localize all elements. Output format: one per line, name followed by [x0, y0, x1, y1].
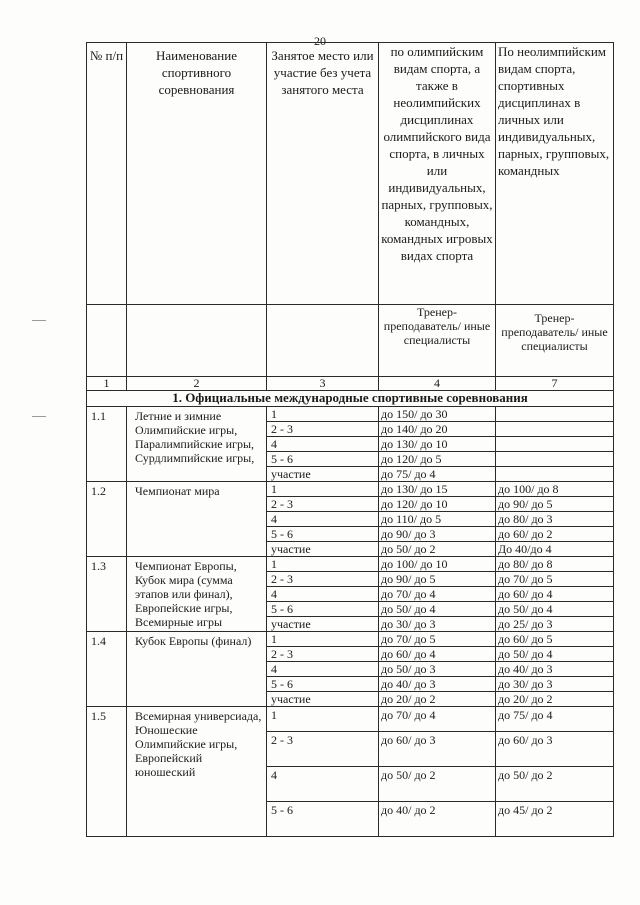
- nonolympic-value: до 60/ до 4: [496, 587, 614, 602]
- nonolympic-value: [496, 467, 614, 482]
- nonolympic-value: до 50/ до 2: [496, 767, 614, 802]
- competition-name: Всемирная универсиада, Юношеские Олимпийские игры, Европейский юношеский: [127, 707, 267, 837]
- competition-name: Чемпионат Европы, Кубок мира (сумма этапов или финал), Европейские игры, Всемирные игры: [127, 557, 267, 632]
- item-number: 1.3: [87, 557, 127, 632]
- olympic-value: до 110/ до 5: [379, 512, 496, 527]
- column-numbers-row: [87, 377, 614, 391]
- nonolympic-value: до 80/ до 3: [496, 512, 614, 527]
- item-number: 1.5: [87, 707, 127, 837]
- place-cell: 1: [267, 482, 379, 497]
- place-cell: 1: [267, 407, 379, 422]
- nonolympic-value: до 90/ до 5: [496, 497, 614, 512]
- olympic-value: до 150/ до 30: [379, 407, 496, 422]
- place-cell: 2 - 3: [267, 572, 379, 587]
- nonolympic-value: до 70/ до 5: [496, 572, 614, 587]
- table-row: [87, 632, 614, 647]
- subheader-empty: [267, 305, 379, 377]
- nonolympic-value: до 25/ до 3: [496, 617, 614, 632]
- place-cell: 1: [267, 632, 379, 647]
- olympic-value: до 70/ до 5: [379, 632, 496, 647]
- place-cell: 2 - 3: [267, 497, 379, 512]
- place-cell: 5 - 6: [267, 452, 379, 467]
- place-cell: участие: [267, 542, 379, 557]
- competition-name: Летние и зимние Олимпийские игры, Паралимпийские игры, Сурдлимпийские игры,: [127, 407, 267, 482]
- page-number: 20: [314, 34, 326, 48]
- item-number: 1.1: [87, 407, 127, 482]
- subheader-empty: [87, 305, 127, 377]
- nonolympic-value: [496, 452, 614, 467]
- section-row: [87, 391, 614, 407]
- place-cell: 4: [267, 662, 379, 677]
- olympic-value: до 60/ до 4: [379, 647, 496, 662]
- olympic-value: до 50/ до 3: [379, 662, 496, 677]
- column-number: 3: [267, 377, 379, 391]
- olympic-value: до 50/ до 4: [379, 602, 496, 617]
- nonolympic-value: До 40/до 4: [496, 542, 614, 557]
- nonolympic-value: до 60/ до 5: [496, 632, 614, 647]
- table-row: [87, 482, 614, 497]
- olympic-value: до 140/ до 20: [379, 422, 496, 437]
- nonolympic-value: [496, 437, 614, 452]
- place-cell: 1: [267, 707, 379, 732]
- place-cell: 5 - 6: [267, 527, 379, 542]
- nonolympic-value: до 50/ до 4: [496, 602, 614, 617]
- olympic-value: до 90/ до 3: [379, 527, 496, 542]
- olympic-value: до 70/ до 4: [379, 707, 496, 732]
- nonolympic-value: до 60/ до 2: [496, 527, 614, 542]
- olympic-value: до 130/ до 10: [379, 437, 496, 452]
- table-row: [87, 707, 614, 732]
- subheader-row: [87, 305, 614, 377]
- item-number: 1.4: [87, 632, 127, 707]
- nonolympic-value: [496, 407, 614, 422]
- header-col-nonolympic: По неолимпийским видам спорта, спортивных дисциплинах в личных или индивидуальных, парных, групповых, командных: [496, 43, 614, 305]
- place-cell: 4: [267, 587, 379, 602]
- table-row: [87, 407, 614, 422]
- place-cell: участие: [267, 617, 379, 632]
- place-cell: 4: [267, 437, 379, 452]
- olympic-value: до 90/ до 5: [379, 572, 496, 587]
- olympic-value: до 30/ до 3: [379, 617, 496, 632]
- nonolympic-value: до 40/ до 3: [496, 662, 614, 677]
- olympic-value: до 70/ до 4: [379, 587, 496, 602]
- nonolympic-value: [496, 422, 614, 437]
- competition-name: Кубок Европы (финал): [127, 632, 267, 707]
- olympic-value: до 130/ до 15: [379, 482, 496, 497]
- section-title: 1. Официальные международные спортивные соревнования: [87, 391, 614, 407]
- column-number: 7: [496, 377, 614, 391]
- header-col-name: Наименование спортивного соревнования: [127, 43, 267, 305]
- nonolympic-value: до 45/ до 2: [496, 802, 614, 837]
- nonolympic-value: до 80/ до 8: [496, 557, 614, 572]
- olympic-value: до 50/ до 2: [379, 542, 496, 557]
- competition-name: Чемпионат мира: [127, 482, 267, 557]
- margin-mark: [32, 320, 46, 321]
- item-number: 1.2: [87, 482, 127, 557]
- olympic-value: до 20/ до 2: [379, 692, 496, 707]
- subheader-olympic-staff: Тренер-преподаватель/ иные специалисты: [379, 305, 496, 377]
- table-row: [87, 557, 614, 572]
- place-cell: 2 - 3: [267, 647, 379, 662]
- header-col-place: Занятое место или участие без учета занятого места: [267, 43, 379, 305]
- place-cell: 4: [267, 767, 379, 802]
- place-cell: 5 - 6: [267, 677, 379, 692]
- place-cell: 5 - 6: [267, 602, 379, 617]
- rating-table: [86, 42, 614, 837]
- olympic-value: до 120/ до 5: [379, 452, 496, 467]
- place-cell: 5 - 6: [267, 802, 379, 837]
- place-cell: 2 - 3: [267, 732, 379, 767]
- olympic-value: до 120/ до 10: [379, 497, 496, 512]
- olympic-value: до 60/ до 3: [379, 732, 496, 767]
- subheader-empty: [127, 305, 267, 377]
- column-number: 2: [127, 377, 267, 391]
- olympic-value: до 50/ до 2: [379, 767, 496, 802]
- place-cell: 1: [267, 557, 379, 572]
- olympic-value: до 40/ до 3: [379, 677, 496, 692]
- nonolympic-value: до 100/ до 8: [496, 482, 614, 497]
- place-cell: участие: [267, 467, 379, 482]
- olympic-value: до 40/ до 2: [379, 802, 496, 837]
- nonolympic-value: до 60/ до 3: [496, 732, 614, 767]
- olympic-value: до 100/ до 10: [379, 557, 496, 572]
- nonolympic-value: до 20/ до 2: [496, 692, 614, 707]
- column-number: 4: [379, 377, 496, 391]
- place-cell: 4: [267, 512, 379, 527]
- column-number: 1: [87, 377, 127, 391]
- header-col-num: № п/п: [87, 43, 127, 305]
- margin-mark: [32, 416, 46, 417]
- place-cell: участие: [267, 692, 379, 707]
- header-col-olympic: по олимпийским видам спорта, а также в неолимпийских дисциплинах олимпийского вида спорта, в личных или индивидуальных, парных, групповых, командных, командных игровых видах спорта: [379, 43, 496, 305]
- nonolympic-value: до 50/ до 4: [496, 647, 614, 662]
- header-row: [87, 43, 614, 305]
- place-cell: 2 - 3: [267, 422, 379, 437]
- olympic-value: до 75/ до 4: [379, 467, 496, 482]
- nonolympic-value: до 75/ до 4: [496, 707, 614, 732]
- subheader-nonolympic-staff: Тренер-преподаватель/ иные специалисты: [496, 305, 614, 377]
- nonolympic-value: до 30/ до 3: [496, 677, 614, 692]
